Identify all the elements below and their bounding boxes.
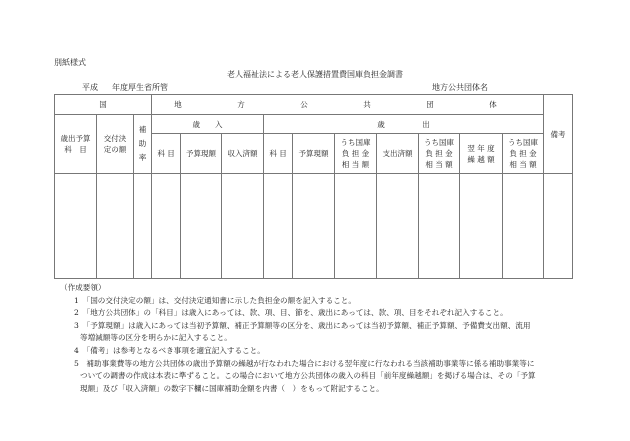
era-label: 平成 <box>82 83 98 92</box>
note-item: 3 「予算現額」は歳入にあっては当初予算額、補正予算額等の区分を、歳出にあっては当初予算額、補正予算額、予備費支出額、流用 <box>74 320 531 330</box>
revenue-received-header: 収入済額 <box>222 134 264 174</box>
expenditure-header: 歳 出 <box>264 115 544 134</box>
table-cell <box>293 174 335 279</box>
table-cell <box>335 174 377 279</box>
subsidy-table <box>54 94 573 279</box>
table-cell <box>503 174 544 279</box>
table-cell <box>460 174 503 279</box>
note-item-continued: ついての調書の作成は本表に準ずること。この場合において地方公共団体の歳入の科目「前年度繰越額」を掲げる場合は、その「予算 <box>80 371 536 381</box>
expenditure-paid-header: 支出済額 <box>377 134 419 174</box>
expenditure-budget-item-header: 歳出予算 科 目 <box>55 115 97 174</box>
table-cell <box>377 174 419 279</box>
revenue-header: 歳 入 <box>152 115 264 134</box>
expenditure-budget-header: 予算現額 <box>293 134 335 174</box>
table-cell <box>264 174 293 279</box>
instructions <box>60 282 536 395</box>
revenue-budget-header: 予算現額 <box>181 134 222 174</box>
table-cell <box>97 174 134 279</box>
carryover-header: 翌 年 度 繰 越 額 <box>460 134 503 174</box>
grant-decision-amount-header: 交付決 定の額 <box>97 115 134 174</box>
national-share-header: うち国庫 負 担 金 相 当 額 <box>335 134 377 174</box>
national-header: 国 <box>55 95 152 115</box>
table-cell <box>544 174 573 279</box>
remarks-header: 備考 <box>544 95 573 174</box>
note-item: 4 「備考」は参考となるべき事項を適宜記入すること。 <box>74 345 265 355</box>
table-cell <box>419 174 460 279</box>
revenue-item-header: 科 目 <box>152 134 181 174</box>
table-cell <box>55 174 97 279</box>
subsidy-rate-header: 補 助 率 <box>134 115 152 174</box>
note-item-continued: 現額」及び「収入済額」の数字下欄に国庫補助金額を内書（ ）をもって附記すること。 <box>80 383 384 393</box>
expenditure-item-header: 科 目 <box>264 134 293 174</box>
table-cell <box>134 174 152 279</box>
note-item: 2 「地方公共団体」の「科目」は歳入にあっては、款、項、目、節を、歳出にあっては、款、項、目をそれぞれ記入すること。 <box>74 308 508 318</box>
note-item: 5 補助事業費等の地方公共団体の歳出予算額の繰越が行なわれた場合における翌年度に行なわれる当該補助事業等に係る補助事業等に <box>74 358 535 368</box>
local-gov-header: 地 方 公 共 団 体 <box>152 95 544 115</box>
table-cell <box>222 174 264 279</box>
note-item: 1 「国の交付決定の額」は、交付決定通知書に示した負担金の額を記入すること。 <box>74 295 356 305</box>
carryover-national-share-header: うち国庫 負 担 金 相 当 額 <box>503 134 544 174</box>
table-row <box>55 174 573 279</box>
paid-national-share-header: うち国庫 負 担 金 相 当 額 <box>419 134 460 174</box>
fiscal-year-ministry: 年度厚生省所管 <box>112 83 168 92</box>
local-gov-name-label: 地方公共団体名 <box>432 83 488 92</box>
note-item-continued: 等増減額等の区分を明らかに記入すること。 <box>80 333 232 343</box>
table-cell <box>181 174 222 279</box>
document-title: 老人福祉法による老人保護措置費国庫負担金調書 <box>227 70 403 79</box>
table-cell <box>152 174 181 279</box>
form-label: 別紙様式 <box>54 58 86 67</box>
instructions-heading: （作成要領） <box>60 283 106 292</box>
